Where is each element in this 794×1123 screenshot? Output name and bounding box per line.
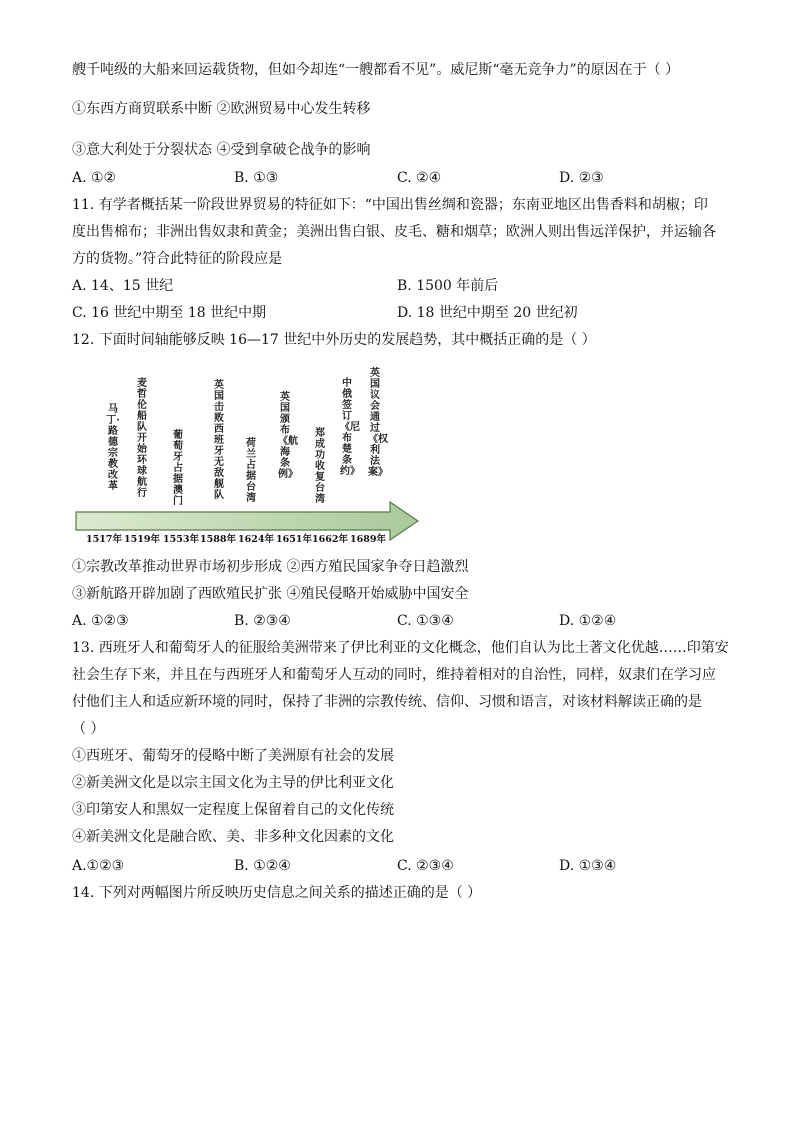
timeline-event-navigation-act: 英国颁布《航海条例》 (278, 392, 298, 480)
q12-option-c: C. ①③④ (397, 613, 454, 629)
timeline-year-1519: 1519年 (124, 534, 160, 545)
timeline-event-nerchinsk: 中俄签订《尼布楚条约》 (340, 378, 360, 477)
q11-option-b: B. 1500 年前后 (397, 278, 499, 294)
timeline-event-bill-of-rights: 英国议会通过《权利法案》 (368, 368, 388, 478)
timeline-year-1553: 1553年 (163, 534, 199, 545)
q13-option-d: D. ①③④ (559, 858, 617, 874)
q11-option-c: C. 16 世纪中期至 18 世纪中期 (72, 305, 267, 321)
q12-stem: 12. 下面时间轴能够反映 16—17 世纪中外历史的发展趋势，其中概括正确的是（ ） (72, 332, 596, 348)
timeline-year-1662: 1662年 (312, 534, 348, 545)
q13-stem-line-4: （ ） (72, 721, 105, 737)
q10-stem-end: 艘千吨级的大船来回运载货物，但如今却连“一艘都看不见”。威尼斯“毫无竞争力”的原因在于（ ） (72, 62, 680, 78)
q13-stem-line-3: 付他们主人和适应新环境的同时，保持了非洲的宗教传统、信仰、习惯和语言，对该材料解读正确的是 (72, 694, 702, 710)
q12-statements-1: ①宗教改革推动世界市场初步形成 ②西方殖民国家争夺日趋激烈 (72, 559, 469, 575)
timeline-year-1588: 1588年 (200, 534, 236, 545)
timeline-year-1689: 1689年 (350, 534, 386, 545)
q12-option-b: B. ②③④ (234, 613, 291, 629)
q13-statement-2: ②新美洲文化是以宗主国文化为主导的伊比利亚文化 (72, 775, 394, 791)
q13-stem-line-2: 社会生存下来，并且在与西班牙人和葡萄牙人互动的同时，维持着相对的自治性，同样，奴隶们在学习应 (72, 667, 716, 683)
timeline-event-dutch-taiwan: 荷兰占据台湾 (246, 438, 256, 504)
q11-option-a: A. 14、15 世纪 (72, 278, 174, 294)
timeline-event-magellan: 麦哲伦船队开始环球航行 (137, 378, 147, 499)
q12-statements-2: ③新航路开辟加剧了西欧殖民扩张 ④殖民侵略开始威胁中国安全 (72, 586, 469, 602)
q13-option-a: A.①②③ (72, 858, 125, 874)
q12-option-d: D. ①②④ (559, 613, 617, 629)
q13-statement-3: ③印第安人和黑奴一定程度上保留着自己的文化传统 (72, 802, 394, 818)
q13-statement-4: ④新美洲文化是融合欧、美、非多种文化因素的文化 (72, 829, 394, 845)
q13-option-b: B. ①②④ (234, 858, 291, 874)
q13-option-c: C. ②③④ (397, 858, 454, 874)
timeline-event-zheng-chenggong: 郑成功收复台湾 (315, 428, 325, 505)
q10-option-a: A. ①② (72, 170, 117, 186)
q11-stem-line-1: 11. 有学者概括某一阶段世界贸易的特征如下：“中国出售丝绸和瓷器；东南亚地区出售香料和胡椒；印 (72, 197, 708, 213)
timeline-year-1624: 1624年 (238, 534, 274, 545)
timeline-year-1517: 1517年 (86, 534, 122, 545)
q11-option-d: D. 18 世纪中期至 20 世纪初 (397, 305, 578, 321)
q12-option-a: A. ①②③ (72, 613, 129, 629)
q14-stem: 14. 下列对两幅图片所反映历史信息之间关系的描述正确的是（ ） (72, 885, 482, 901)
q10-statements-1: ①东西方商贸联系中断 ②欧洲贸易中心发生转移 (72, 101, 371, 117)
q10-option-d: D. ②③ (559, 170, 604, 186)
timeline-event-luther: 马丁·路德宗教改革 (106, 404, 120, 492)
q10-option-c: C. ②④ (397, 170, 442, 186)
q13-stem-line-1: 13. 西班牙人和葡萄牙人的征服给美洲带来了伊比利亚的文化概念，他们自认为比土著文化优越……印第安 (72, 640, 729, 656)
timeline-event-armada: 英国击败西班牙无敌舰队 (214, 380, 224, 501)
timeline-event-macau: 葡萄牙占据澳门 (173, 430, 183, 507)
q10-option-b: B. ①③ (234, 170, 279, 186)
q13-statement-1: ①西班牙、葡萄牙的侵略中断了美洲原有社会的发展 (72, 748, 394, 764)
timeline-figure (72, 366, 432, 550)
q11-stem-line-3: 方的货物。”符合此特征的阶段应是 (72, 251, 283, 267)
q11-stem-line-2: 度出售棉布；非洲出售奴隶和黄金；美洲出售白银、皮毛、糖和烟草；欧洲人则出售远洋保护，并运输各 (72, 224, 716, 240)
timeline-year-1651: 1651年 (276, 534, 312, 545)
q10-statements-2: ③意大利处于分裂状态 ④受到拿破仑战争的影响 (72, 142, 371, 158)
